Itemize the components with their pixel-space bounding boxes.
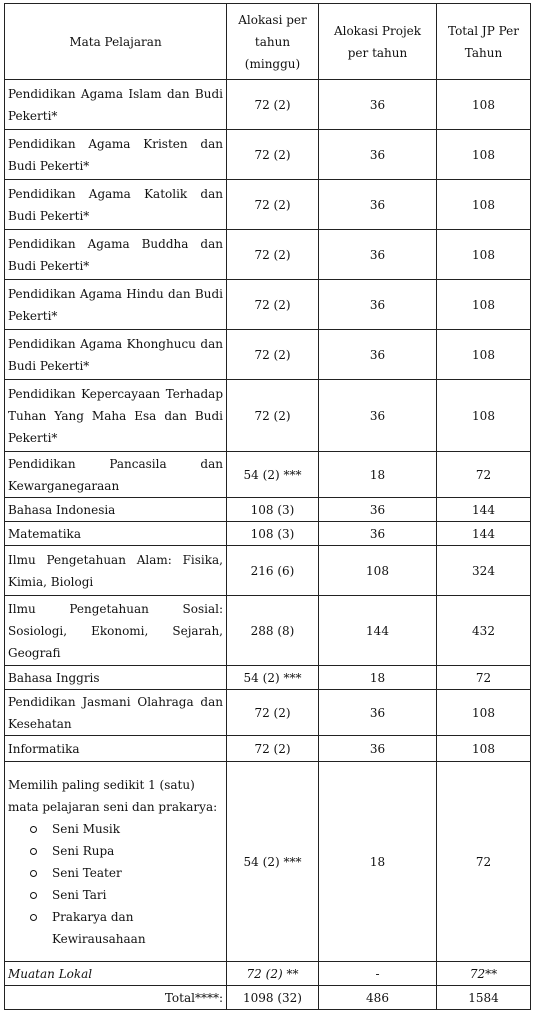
annual-cell: 54 (2) *** — [227, 452, 319, 498]
annual-cell: 108 (3) — [227, 498, 319, 522]
annual-cell: 72 (2) ** — [227, 962, 319, 986]
annual-cell: 72 (2) — [227, 130, 319, 180]
subject-cell: Pendidikan Agama Khonghucu dan Budi Pekerti* — [5, 330, 227, 380]
header-annual: Alokasi per tahun (minggu) — [227, 4, 319, 80]
project-cell: 18 — [319, 666, 437, 690]
arts-row — [5, 762, 531, 962]
totals-project: 486 — [319, 986, 437, 1010]
subject-cell: Pendidikan Agama Katolik dan Budi Pekerti* — [5, 180, 227, 230]
totals-row — [5, 986, 531, 1010]
project-cell: 18 — [319, 762, 437, 962]
subject-cell: Ilmu Pengetahuan Sosial: Sosiologi, Ekonomi, Sejarah, Geografi — [5, 596, 227, 666]
subject-cell: Pendidikan Agama Islam dan Budi Pekerti* — [5, 80, 227, 130]
total-cell: 108 — [437, 180, 531, 230]
annual-cell: 72 (2) — [227, 230, 319, 280]
total-cell: 432 — [437, 596, 531, 666]
project-cell: 36 — [319, 736, 437, 762]
total-cell: 108 — [437, 280, 531, 330]
project-cell: 36 — [319, 130, 437, 180]
table-row — [5, 690, 531, 736]
table-row — [5, 546, 531, 596]
table-row — [5, 596, 531, 666]
arts-option: Seni Teater — [30, 862, 223, 884]
project-cell: 36 — [319, 80, 437, 130]
project-cell: 36 — [319, 280, 437, 330]
subject-cell: Pendidikan Agama Buddha dan Budi Pekerti* — [5, 230, 227, 280]
total-cell: 72** — [437, 962, 531, 986]
annual-cell: 72 (2) — [227, 80, 319, 130]
totals-label: Total****: — [5, 986, 227, 1010]
subject-cell: Pendidikan Pancasila dan Kewarganegaraan — [5, 452, 227, 498]
totals-total: 1584 — [437, 986, 531, 1010]
arts-option: Prakarya dan Kewirausahaan — [30, 906, 223, 950]
header-project: Alokasi Projek per tahun — [319, 4, 437, 80]
annual-cell: 72 (2) — [227, 330, 319, 380]
total-cell: 144 — [437, 498, 531, 522]
arts-subject-cell — [5, 762, 227, 962]
project-cell: 36 — [319, 230, 437, 280]
table-row — [5, 452, 531, 498]
project-cell: 36 — [319, 498, 437, 522]
project-cell: 36 — [319, 380, 437, 452]
total-cell: 108 — [437, 80, 531, 130]
total-cell: 108 — [437, 130, 531, 180]
subject-cell: Pendidikan Kepercayaan Terhadap Tuhan Yang Maha Esa dan Budi Pekerti* — [5, 380, 227, 452]
total-cell: 324 — [437, 546, 531, 596]
subject-cell: Ilmu Pengetahuan Alam: Fisika, Kimia, Biologi — [5, 546, 227, 596]
table-row — [5, 330, 531, 380]
annual-cell: 54 (2) *** — [227, 666, 319, 690]
totals-annual: 1098 (32) — [227, 986, 319, 1010]
annual-cell: 72 (2) — [227, 736, 319, 762]
annual-cell: 72 (2) — [227, 380, 319, 452]
annual-cell: 72 (2) — [227, 280, 319, 330]
total-cell: 72 — [437, 762, 531, 962]
annual-cell: 216 (6) — [227, 546, 319, 596]
arts-intro: Memilih paling sedikit 1 (satu) mata pelajaran seni dan prakarya: — [8, 777, 218, 814]
total-cell: 108 — [437, 230, 531, 280]
table-row — [5, 230, 531, 280]
arts-option: Seni Rupa — [30, 840, 223, 862]
project-cell: 36 — [319, 180, 437, 230]
table-row — [5, 666, 531, 690]
project-cell: 144 — [319, 596, 437, 666]
annual-cell: 72 (2) — [227, 180, 319, 230]
subject-cell: Pendidikan Agama Hindu dan Budi Pekerti* — [5, 280, 227, 330]
subject-cell: Bahasa Indonesia — [5, 498, 227, 522]
header-row — [5, 4, 531, 80]
project-cell: - — [319, 962, 437, 986]
header-total: Total JP Per Tahun — [437, 4, 531, 80]
table-row — [5, 736, 531, 762]
total-cell: 144 — [437, 522, 531, 546]
project-cell: 36 — [319, 690, 437, 736]
annual-cell: 288 (8) — [227, 596, 319, 666]
total-cell: 72 — [437, 666, 531, 690]
project-cell: 36 — [319, 330, 437, 380]
total-cell: 108 — [437, 330, 531, 380]
project-cell: 18 — [319, 452, 437, 498]
arts-option: Seni Tari — [30, 884, 223, 906]
annual-cell: 54 (2) *** — [227, 762, 319, 962]
total-cell: 108 — [437, 690, 531, 736]
table-row — [5, 380, 531, 452]
table-row — [5, 180, 531, 230]
subject-cell: Muatan Lokal — [5, 962, 227, 986]
subject-cell: Bahasa Inggris — [5, 666, 227, 690]
total-cell: 108 — [437, 736, 531, 762]
curriculum-table — [4, 3, 531, 1010]
table-row — [5, 522, 531, 546]
project-cell: 36 — [319, 522, 437, 546]
subject-cell: Matematika — [5, 522, 227, 546]
table-row — [5, 80, 531, 130]
table-row — [5, 498, 531, 522]
subject-cell: Pendidikan Jasmani Olahraga dan Kesehatan — [5, 690, 227, 736]
total-cell: 108 — [437, 380, 531, 452]
table-row — [5, 280, 531, 330]
header-subject: Mata Pelajaran — [5, 4, 227, 80]
annual-cell: 108 (3) — [227, 522, 319, 546]
arts-option: Seni Musik — [30, 818, 223, 840]
arts-options-list — [8, 818, 223, 950]
total-cell: 72 — [437, 452, 531, 498]
local-content-row — [5, 962, 531, 986]
table-row — [5, 130, 531, 180]
subject-cell: Informatika — [5, 736, 227, 762]
annual-cell: 72 (2) — [227, 690, 319, 736]
project-cell: 108 — [319, 546, 437, 596]
subject-cell: Pendidikan Agama Kristen dan Budi Pekerti* — [5, 130, 227, 180]
